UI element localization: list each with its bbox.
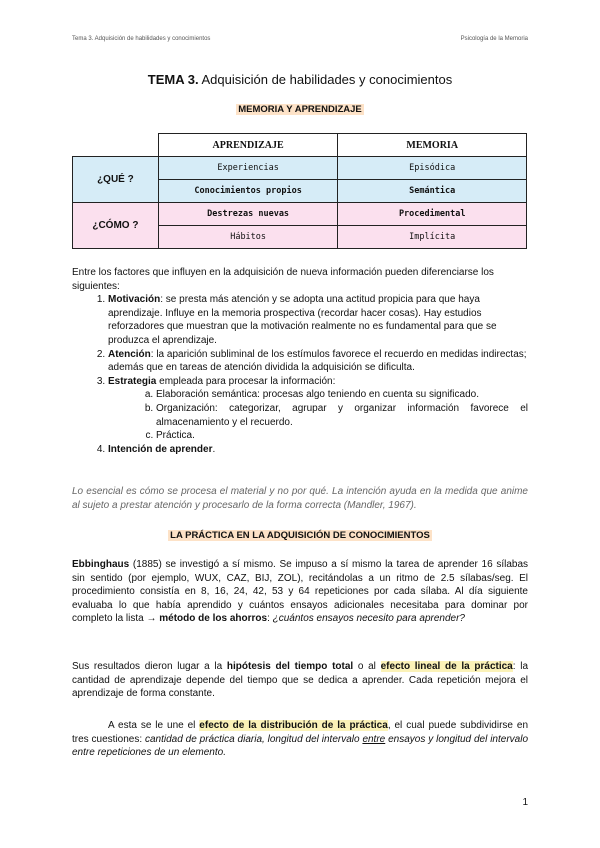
row-header-como: ¿CÓMO ? [73, 203, 159, 249]
table-cell: Conocimientos propios [158, 180, 338, 203]
list-item: b. Organización: categorizar, agrupar y organizar información favorece el almacenamiento y el recuerdo. [156, 402, 528, 429]
list-item: 2. Atención: la aparición subliminal de los estímulos favorece el recuerdo en medidas indirectas; además que en tareas de atención dividida la adquisición se dificulta. [108, 348, 528, 375]
list-item: 1. Motivación: se presta más atención y se adopta una actitud propicia para que haya aprendizaje. Influye en la memoria prospectiva (recordar hacer cosas). Hay estudios reforzadores que muestran que la motivación realmente no es fundamental para que se produzca el aprendizaje. [108, 293, 528, 347]
col-header-memoria: MEMORIA [338, 134, 527, 157]
list-item: a. Elaboración semántica: procesas algo teniendo en cuenta su significado. [156, 388, 528, 402]
table-row [73, 157, 527, 180]
distribucion-paragraph: A esta se le une el efecto de la distribución de la práctica, el cual puede subdividirse en tres cuestiones: cantidad de práctica diaria, longitud del intervalo entre ensayos y longitud del intervalo entre repeticiones de un elemento. [72, 720, 529, 759]
table-cell: Experiencias [158, 157, 338, 180]
header-right: Psicología de la Memoria [460, 36, 528, 42]
page-number: 1 [522, 797, 528, 808]
table-cell: Semántica [338, 180, 527, 203]
table-cell: Procedimental [338, 203, 527, 226]
col-header-aprendizaje: APRENDIZAJE [158, 134, 338, 157]
list-item: 3. Estrategia empleada para procesar la información: a. Elaboración semántica: procesas algo teniendo en cuenta su significado. b. Organización: categorizar, agrupar y organizar información favorece el almacenamiento y el recuerdo. c. Práctica. [108, 375, 528, 443]
section-heading-memoria: MEMORIA Y APRENDIZAJE [238, 104, 362, 115]
row-header-que: ¿QUÉ ? [73, 157, 159, 203]
mandler-note: Lo esencial es cómo se procesa el material y no por qué. La intención ayuda en la medida que anime al sujeto a prestar atención y procesarlo de la forma correcta (Mandler, 1967). [72, 486, 528, 511]
table-corner [73, 134, 159, 157]
list-item: c. Práctica. [156, 429, 528, 443]
section-heading-practica: LA PRÁCTICA EN LA ADQUISICIÓN DE CONOCIMIENTOS [170, 530, 430, 541]
page-title [0, 72, 600, 87]
strategy-sublist [108, 388, 528, 442]
title-prefix: TEMA 3. [147, 72, 199, 87]
factors-section [72, 266, 528, 456]
table-cell: Destrezas nuevas [158, 203, 338, 226]
table-cell: Implícita [338, 226, 527, 249]
intro-paragraph: Entre los factores que influyen en la adquisición de nueva información pueden diferenciarse los siguientes: [72, 267, 494, 292]
table-row [73, 203, 527, 226]
tiempo-total-paragraph: Sus resultados dieron lugar a la hipótesis del tiempo total o al efecto lineal de la práctica: la cantidad de aprendizaje depende del tiempo que se dedica a aprender. Cada repetición mejora el aprendizaje de forma constante. [72, 661, 528, 700]
table-cell: Hábitos [158, 226, 338, 249]
factors-list [72, 293, 528, 456]
memory-table [72, 133, 527, 249]
title-text: Adquisición de habilidades y conocimientos [201, 72, 453, 87]
list-item: 4. Intención de aprender. [108, 443, 528, 457]
ebbinghaus-paragraph: Ebbinghaus (1885) se investigó a sí mismo. Se impuso a sí mismo la tarea de aprender 16 sílabas sin sentido (por ejemplo, WUX, CAZ, BIJ, ZOL), recitándolas a un ritmo de 2.5 sílabas/seg. El procedimiento consistía en 8, 16, 24, 42, 53 y 64 repeticiones por cada sílaba. Al día siguiente evaluaba lo que había aprendido y cuántos ensayos adicionales necesitaba para dominar por completo la lista → método de los ahorros: ¿cuántos ensayos necesito para aprender? [72, 559, 528, 625]
table-header-row [73, 134, 527, 157]
table-cell: Episódica [338, 157, 527, 180]
header-left: Tema 3. Adquisición de habilidades y conocimientos [72, 36, 211, 42]
